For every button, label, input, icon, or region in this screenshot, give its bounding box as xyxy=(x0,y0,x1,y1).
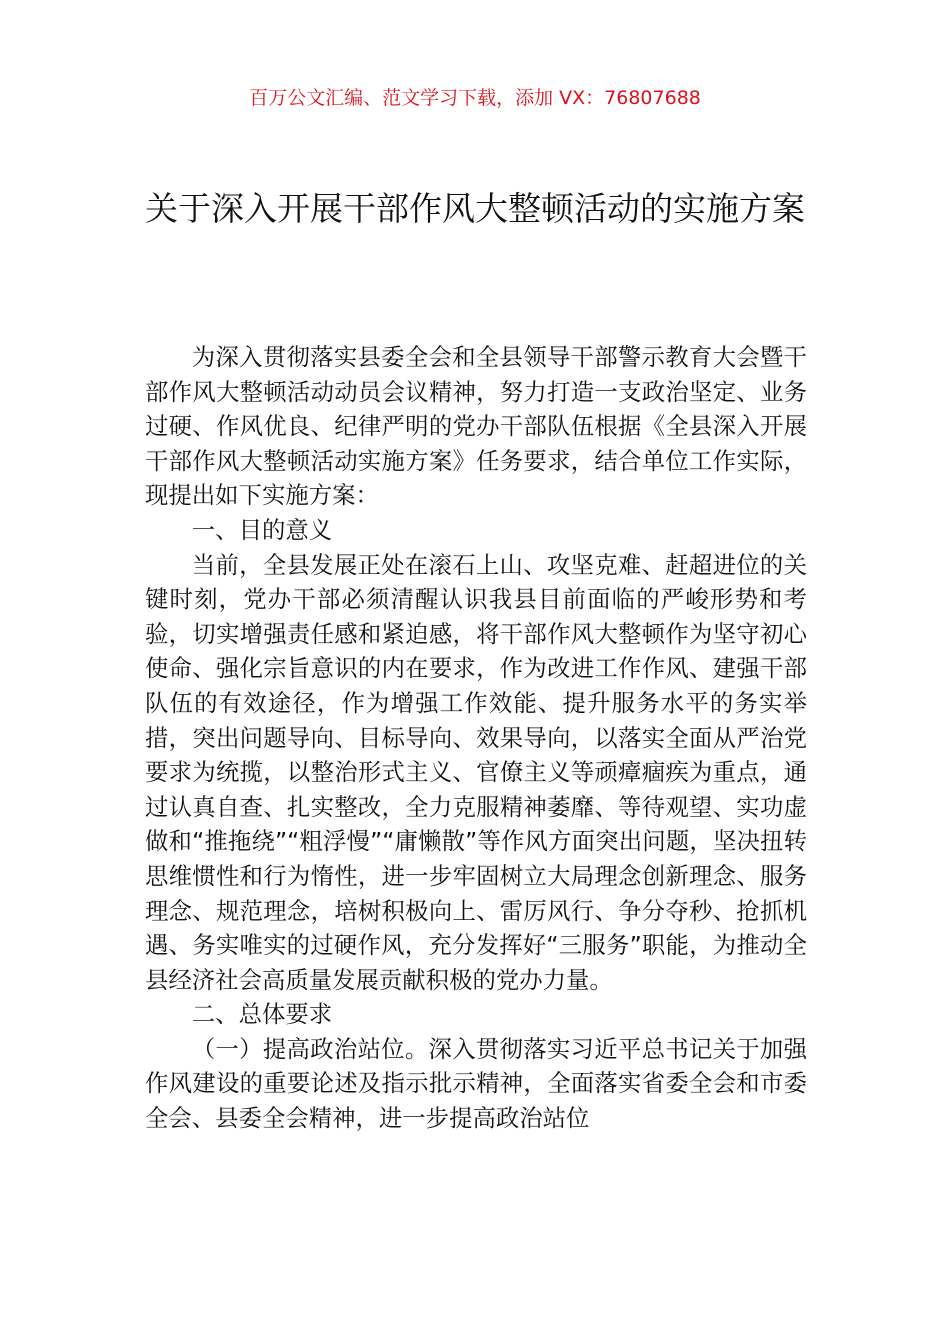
watermark-header: 百万公文汇编、范文学习下载，添加 VX：76807688 xyxy=(249,87,701,109)
document-body xyxy=(145,340,807,1136)
section-heading-requirements: 二、总体要求 xyxy=(191,1000,333,1029)
intro-paragraph: 为深入贯彻落实县委全会和全县领导干部警示教育大会暨干部作风大整顿活动动员会议精神，努力打造一支政治坚定、业务过硬、作风优良、纪律严明的党办干部队伍根据《全县深入开展干部作风大整顿活动实施方案》任务要求，结合单位工作实际，现提出如下实施方案： xyxy=(145,343,807,510)
purpose-paragraph: 当前，全县发展正处在滚石上山、攻坚克难、赶超进位的关键时刻，党办干部必须清醒认识我县目前面临的严峻形势和考验，切实增强责任感和紧迫感，将干部作风大整顿作为坚守初心使命、强化宗旨意识的内在要求，作为改进工作作风、建强干部队伍的有效途径，作为增强工作效能、提升服务水平的务实举措，突出问题导向、目标导向、效果导向，以落实全面从严治党要求为统揽，以整治形式主义、官僚主义等顽瘴痼疾为重点，通过认真自查、扎实整改，全力克服精神萎靡、等待观望、实功虚做和“推拖绕”“粗浮慢”“庸懒散”等作风方面突出问题，坚决扭转思维惯性和行为惰性，进一步牢固树立大局理念创新理念、服务理念、规范理念，培树积极向上、雷厉风行、争分夺秒、抢抓机遇、务实唯实的过硬作风，充分发挥好“三服务”职能，为推动全县经济社会高质量发展贡献积极的党办力量。 xyxy=(145,550,807,994)
requirements-paragraph: （一）提高政治站位。深入贯彻落实习近平总书记关于加强作风建设的重要论述及指示批示精神，全面落实省委全会和市委全会、县委全会精神，进一步提高政治站位 xyxy=(145,1034,807,1133)
document-title: 关于深入开展干部作风大整顿活动的实施方案 xyxy=(145,189,805,228)
section-heading-purpose: 一、目的意义 xyxy=(191,515,333,544)
